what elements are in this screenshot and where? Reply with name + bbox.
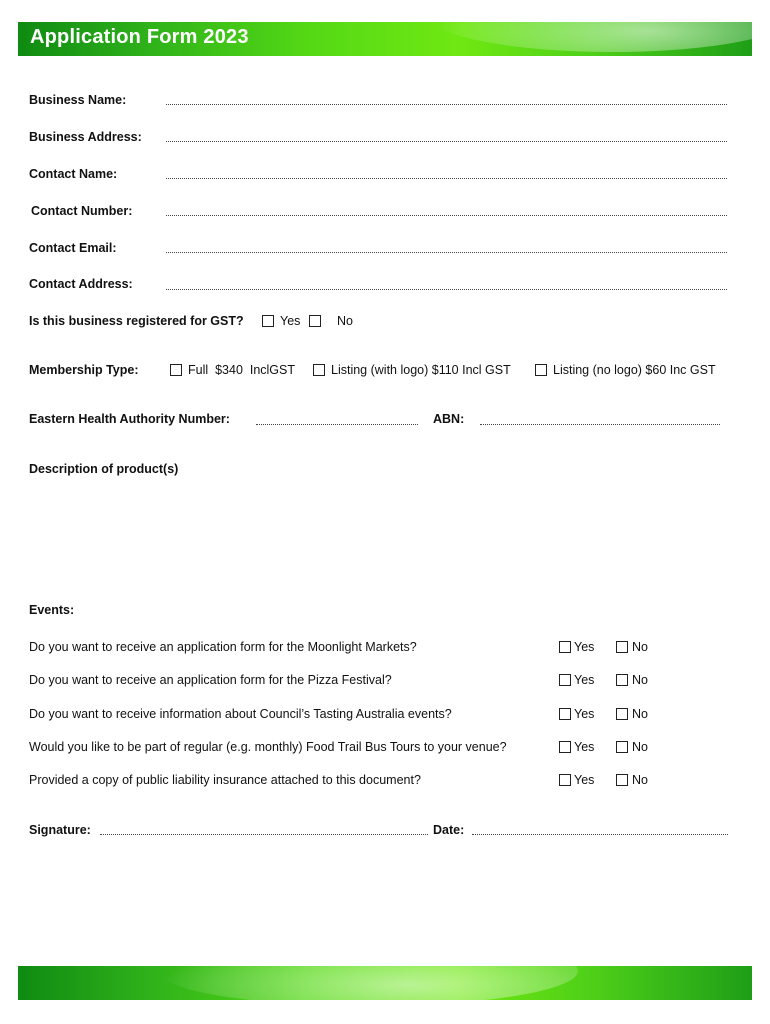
event-no-label: No [632,707,648,721]
page-title: Application Form 2023 [30,26,249,48]
banner-swoosh [158,966,578,1000]
contact-number-field[interactable] [166,215,727,216]
event-insurance-yes-checkbox[interactable] [559,774,571,786]
date-field[interactable] [472,834,728,835]
event-question-insurance: Provided a copy of public liability insurance attached to this document? [29,773,421,787]
membership-listing-logo-label: Listing (with logo) $110 Incl GST [331,363,511,377]
gst-no-label: No [337,314,353,328]
event-moonlight-yes-checkbox[interactable] [559,641,571,653]
event-yes-label: Yes [574,640,595,654]
membership-full-label: Full $340 InclGST [188,363,295,377]
gst-yes-label: Yes [280,314,301,328]
event-moonlight-no-checkbox[interactable] [616,641,628,653]
membership-listing-nologo-checkbox[interactable] [535,364,547,376]
event-insurance-no-checkbox[interactable] [616,774,628,786]
contact-address-label: Contact Address: [29,277,133,291]
header-banner [18,22,752,56]
event-question-pizza: Do you want to receive an application form for the Pizza Festival? [29,673,392,687]
gst-question: Is this business registered for GST? [29,314,244,328]
contact-address-field[interactable] [166,289,727,290]
events-heading: Events: [29,603,75,617]
event-pizza-yes-checkbox[interactable] [559,674,571,686]
event-yes-label: Yes [574,673,595,687]
abn-label: ABN: [433,412,465,426]
event-bus-yes-checkbox[interactable] [559,741,571,753]
description-area[interactable] [29,482,729,592]
abn-field[interactable] [480,424,720,425]
event-pizza-no-checkbox[interactable] [616,674,628,686]
contact-email-field[interactable] [166,252,727,253]
contact-number-label: Contact Number: [31,204,133,218]
contact-email-label: Contact Email: [29,241,117,255]
membership-type-label: Membership Type: [29,363,139,377]
business-name-label: Business Name: [29,93,127,107]
eha-number-field[interactable] [256,424,418,425]
event-bus-no-checkbox[interactable] [616,741,628,753]
contact-name-label: Contact Name: [29,167,118,181]
membership-full-checkbox[interactable] [170,364,182,376]
gst-yes-checkbox[interactable] [262,315,274,327]
event-question-tasting: Do you want to receive information about Council’s Tasting Australia events? [29,707,452,721]
event-tasting-no-checkbox[interactable] [616,708,628,720]
banner-swoosh [432,22,752,52]
membership-listing-logo-checkbox[interactable] [313,364,325,376]
event-question-bus-tours: Would you like to be part of regular (e.g. monthly) Food Trail Bus Tours to your venue? [29,740,507,754]
event-no-label: No [632,640,648,654]
eha-number-label: Eastern Health Authority Number: [29,412,230,426]
event-yes-label: Yes [574,773,595,787]
event-tasting-yes-checkbox[interactable] [559,708,571,720]
event-no-label: No [632,773,648,787]
date-label: Date: [433,823,465,837]
membership-listing-nologo-label: Listing (no logo) $60 Inc GST [553,363,716,377]
event-question-moonlight: Do you want to receive an application form for the Moonlight Markets? [29,640,417,654]
footer-banner [18,966,752,1000]
event-no-label: No [632,673,648,687]
event-no-label: No [632,740,648,754]
gst-no-checkbox[interactable] [309,315,321,327]
event-yes-label: Yes [574,740,595,754]
business-name-field[interactable] [166,104,727,105]
signature-field[interactable] [100,834,428,835]
event-yes-label: Yes [574,707,595,721]
business-address-label: Business Address: [29,130,142,144]
business-address-field[interactable] [166,141,727,142]
description-label: Description of product(s) [29,462,179,476]
contact-name-field[interactable] [166,178,727,179]
signature-label: Signature: [29,823,91,837]
